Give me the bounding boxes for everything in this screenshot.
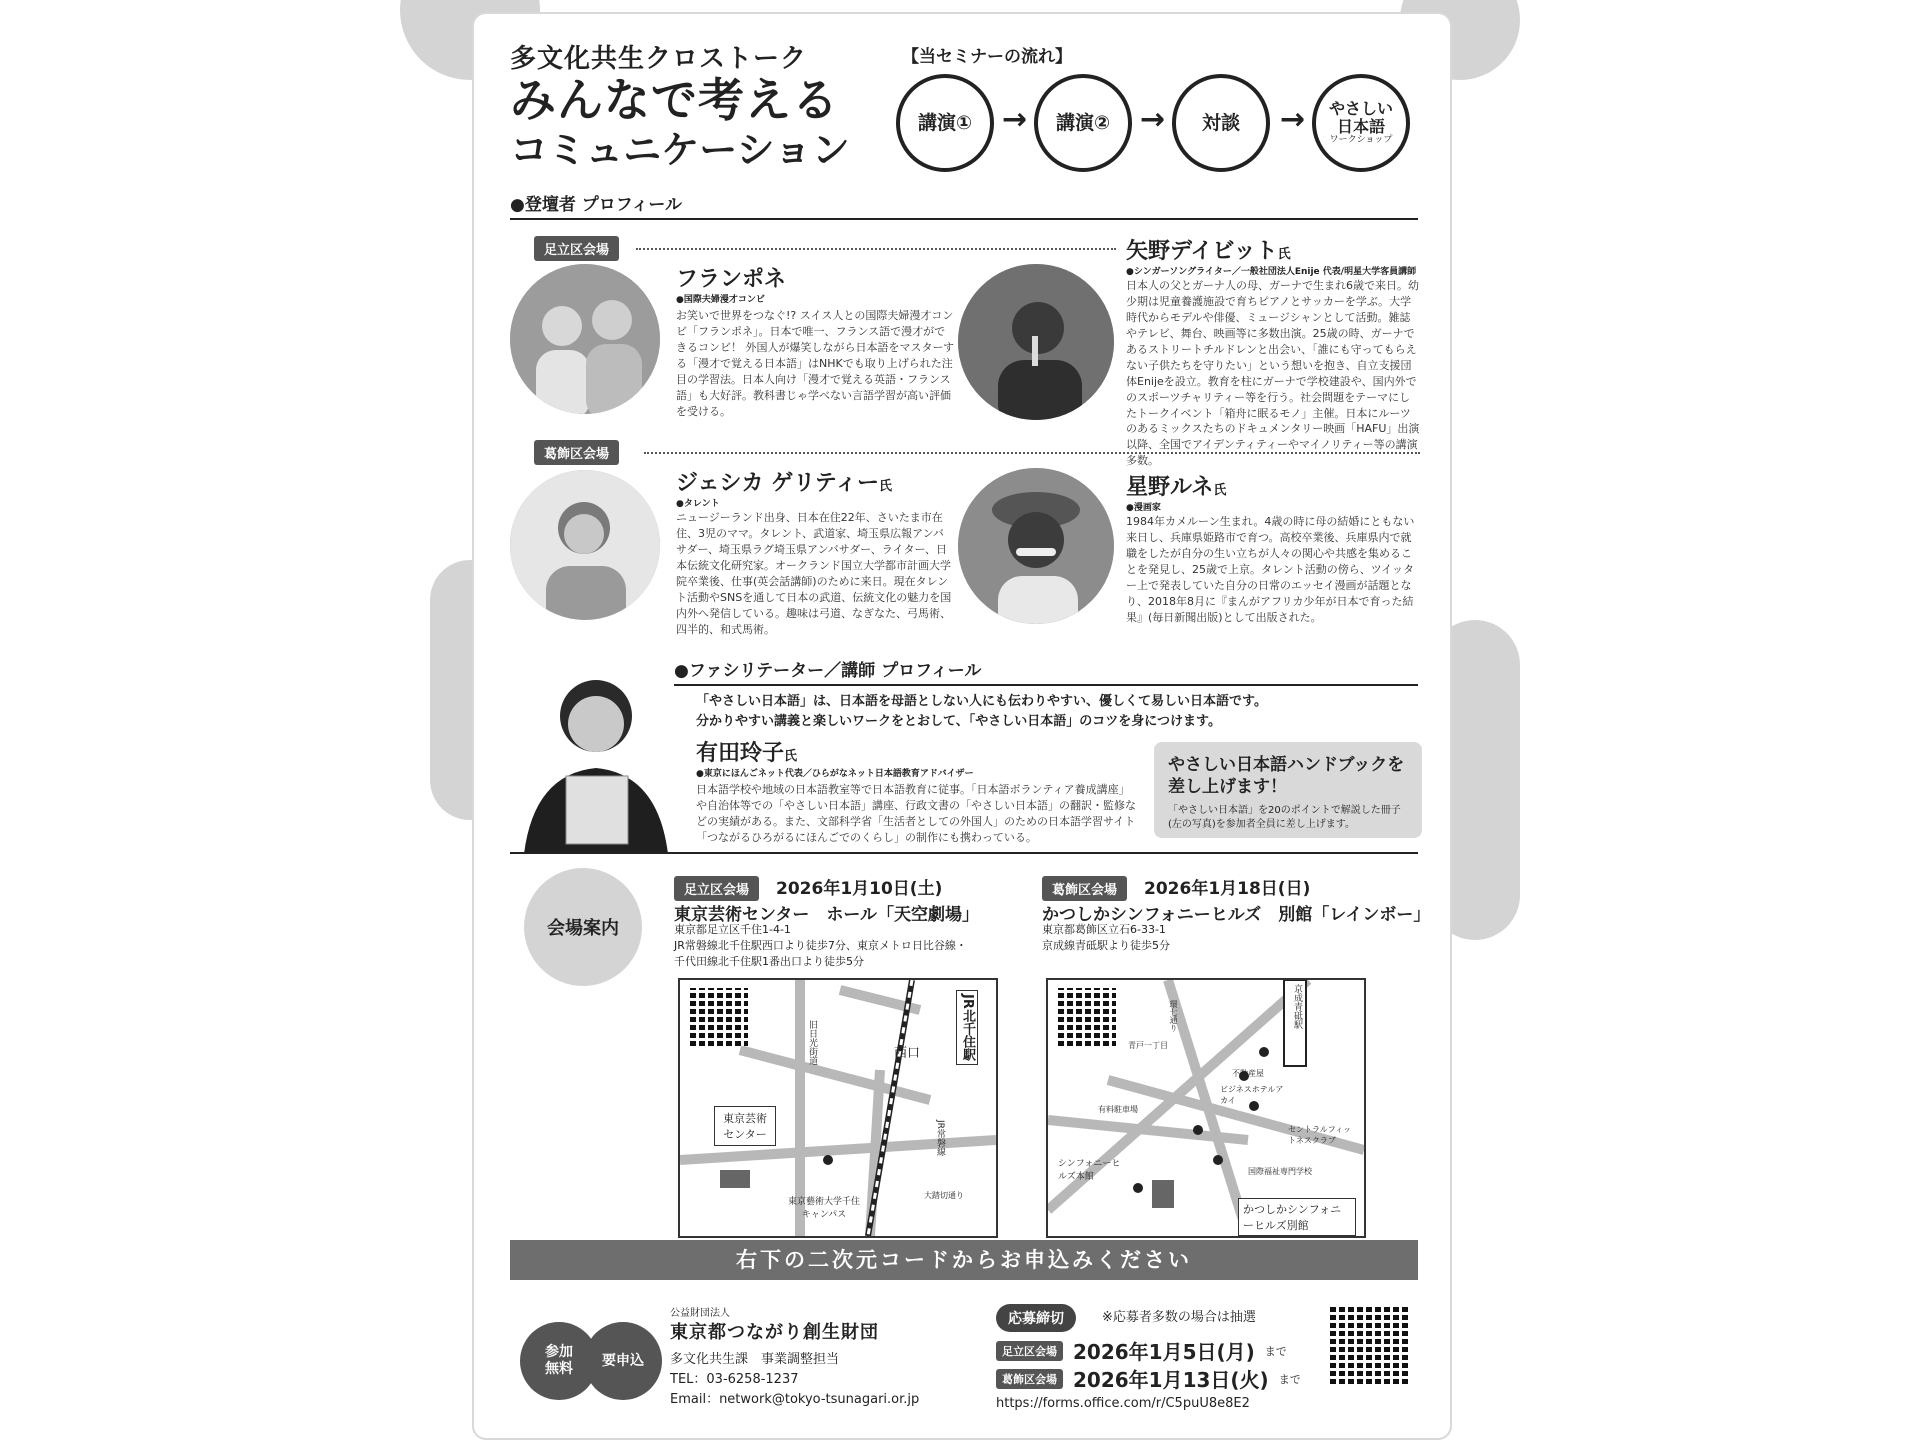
facilitator-lead: 分かりやすい講義と楽しいワークをとおして、「やさしい日本語」のコツを身につけます。 [696, 714, 1221, 729]
map-label-road: 青戸一丁目 [1128, 1041, 1168, 1050]
arrow-right-icon: → [1140, 102, 1166, 137]
map-label-station: JR北千住駅 [956, 990, 978, 1065]
dotted-divider [644, 452, 1420, 454]
speaker-name: フランポネ [676, 267, 787, 292]
flyer-page [472, 12, 1452, 1440]
deadline-row-katsushika: 葛飾区会場 2026年1月13日(火) まで [996, 1364, 1301, 1393]
map-label-station: 京成青砥駅 [1292, 984, 1302, 1029]
speakers-heading: ●登壇者 プロフィール [510, 195, 683, 215]
org-dept: 多文化共生課 事業調整担当 [670, 1352, 840, 1367]
map-label-parking: 有料駐車場 [1098, 1105, 1138, 1114]
facilitator-heading: ●ファシリテーター／講師 プロフィール [674, 661, 982, 681]
venue-name: 東京芸術センター ホール「天空劇場」 [674, 905, 979, 925]
map-label-main: シンフォニーヒルズ本館 [1058, 1159, 1121, 1182]
flow-label: 【当セミナーの流れ】 [902, 47, 1072, 67]
handbook-body: 「やさしい日本語」を20のポイントで解説した冊子(左の写真)を参加者全員に差し上げます。 [1168, 805, 1401, 831]
qr-code-icon[interactable] [1330, 1304, 1410, 1384]
divider [510, 218, 1418, 220]
flow-step-dialogue: 対談 [1172, 74, 1270, 172]
speaker-role: ●国際夫婦漫才コンビ [676, 295, 765, 305]
qr-code-icon [1058, 988, 1116, 1046]
person-icon [510, 264, 660, 414]
speaker-role: ●タレント [676, 499, 720, 509]
speaker-bio: 1984年カメルーン生まれ。4歳の時に母の結婚にともない来日し、兵庫県姫路市で育つ。高校卒業後、兵庫県内で就職をしたが自分の生い立ちが人々の関心や共感を集めることを発見し、25歳で上京。タレント活動の傍ら、ツイッター上で発表していた自分の日常のエッセイ漫画が話題となり、2018年8月に『まんがアフリカ少年が日本で育った結果』(毎日新聞出版)として出版された。 [1126, 515, 1415, 624]
apply-banner: 右下の二次元コードからお申込みください [510, 1240, 1418, 1280]
handbook-box [1154, 742, 1422, 838]
venue-address: 東京都葛飾区立石6-33-1 京成線青砥駅より徒歩5分 [1042, 923, 1170, 952]
handbook-title: やさしい日本語ハンドブックを差し上げます！ [1168, 755, 1405, 798]
map-label-hall: かつしかシンフォニーヒルズ別館 [1238, 1198, 1356, 1236]
map-label-line: JR常磐線 [935, 1120, 945, 1156]
org-email[interactable]: Email：network@tokyo-tsunagari.or.jp [670, 1392, 920, 1407]
speaker-photo-yano [958, 264, 1114, 420]
venue-date: 2026年1月18日(日) [1144, 879, 1311, 899]
speaker-name: ジェシカ ゲリティー氏 [676, 471, 893, 496]
map-katsushika [1046, 978, 1366, 1238]
org-tel: TEL：03-6258-1237 [670, 1372, 799, 1387]
free-badge: 参加無料 [520, 1322, 598, 1400]
person-icon [958, 468, 1114, 624]
venue-guide-bubble: 会場案内 [524, 868, 642, 986]
venue-name: かつしかシンフォニーヒルズ 別館「レインボー」 [1042, 905, 1431, 925]
map-label-center: 東京芸術センター [714, 1106, 776, 1146]
person-icon [514, 664, 674, 854]
speaker-bio: 日本人の父とガーナ人の母、ガーナで生まれ6歳で来日。幼少期は児童養護施設で育ちピアノとサッカーを学ぶ。大学時代からモデルや俳優、ミュージシャンとして活動。雑誌やテレビ、舞台、映画等に多数出演。25歳の時、ガーナであるストリートチルドレンと出会い、「誰にも守ってもらえない子供たちを守りたい」という想いを抱き、自立支援団体Enijeを設立。教育を柱にガーナで学校建設や、国内外でのスポーツチャリティー等を行う。社会問題をテーマにしたトークイベント「箱舟に眠るモノ」主催。日本にルーツのあるミックスたちのドキュメンタリー映画「HAFU」出演以降、全国でアイデンティティーやマイノリティー等の講演多数。 [1126, 279, 1420, 468]
org-name: 東京都つながり創生財団 [670, 1322, 879, 1343]
map-label-ave: 環七通り [1169, 1000, 1178, 1032]
speaker-bio: お笑いで世界をつなぐ!? スイス人との国際夫婦漫才コンビ「フランポネ」。日本で唯一、フランス語で漫才ができるコンビ！ 外国人が爆笑しながら日本語をマスターする「漫才で覚える日本語」はNHKでも取り上げられた注目の学習法。日本人向け「漫才で覚える英語・フランス語」も大好評。教科書じゃ学べない言語学習が高い評価を受ける。 [676, 309, 954, 418]
venue-address: 東京都足立区千住1-4-1 JR常磐線北千住駅西口より徒歩7分、東京メトロ日比谷線・ 千代田線北千住駅1番出口より徒歩5分 [674, 923, 967, 968]
speaker-bio: ニュージーランド出身、日本在住22年、さいたま市在住、3児のママ。タレント、武道家、埼玉県広報アンバサダー、埼玉県ラグ埼玉県アンバサダー、ライター、日本伝統文化研究家。オークランド国立大学都市計画大学院卒業後、仕事(英会話講師)のために来日。現在タレント活動やSNSを通して日本の武道、伝統文化の魅力を国内外へ発信している。趣味は弓道、なぎなた、弓馬術、四半的、和式馬術。 [676, 511, 952, 636]
divider [510, 852, 1418, 854]
venue-tag-adachi: 足立区会場 [534, 236, 619, 261]
divider [674, 684, 1418, 686]
application-url[interactable]: https://forms.office.com/r/C5puU8e8E2 [996, 1396, 1250, 1411]
map-label-realty: 不動産屋 [1232, 1069, 1264, 1078]
speaker-photo-hoshino [958, 468, 1114, 624]
org-type: 公益財団法人 [670, 1308, 730, 1319]
venue-tag-katsushika: 葛飾区会場 [1042, 876, 1127, 901]
main-title: みんなで考える [510, 73, 839, 127]
person-icon [958, 264, 1114, 420]
map-adachi [678, 978, 998, 1238]
arrow-right-icon: → [1280, 102, 1306, 137]
map-label-street: 大踏切通り [924, 1191, 964, 1200]
map-label-gym: セントラルフィットネスクラブ [1288, 1125, 1352, 1145]
venue-tag-katsushika: 葛飾区会場 [534, 440, 619, 465]
speaker-name: 矢野デイビット氏 [1126, 239, 1291, 264]
venue-tag-adachi: 足立区会場 [674, 876, 759, 901]
facilitator-name: 有田玲子氏 [696, 741, 798, 766]
speaker-photo-franpone [510, 264, 660, 414]
registration-badge: 要申込 [584, 1322, 662, 1400]
flow-step-lecture-2: 講演② [1034, 74, 1132, 172]
speaker-role: ●漫画家 [1126, 503, 1161, 513]
facilitator-photo [514, 664, 674, 854]
deadline-note: ※応募者多数の場合は抽選 [1102, 1310, 1256, 1325]
dotted-divider [636, 248, 1116, 250]
kicker-title: 多文化共生クロストーク [510, 44, 808, 74]
flow-step-workshop: やさしい日本語 ワークショップ [1312, 74, 1410, 172]
qr-code-icon [690, 988, 748, 1046]
speaker-name: 星野ルネ氏 [1126, 475, 1227, 500]
deadline-row-adachi: 足立区会場 2026年1月5日(月) まで [996, 1336, 1287, 1365]
facilitator-lead: 「やさしい日本語」は、日本語を母語としない人にも伝わりやすい、優しくて易しい日本語です。 [696, 694, 1267, 709]
facilitator-bio: 日本語学校や地域の日本語教室等で日本語教育に従事。「日本語ボランティア養成講座」や自治体等での「やさしい日本語」講座、行政文書の「やさしい日本語」の翻訳・監修などの実績がある。また、文部科学省「生活者としての外国人」のための日本語学習サイト「つながるひろがるにほんごでのくらし」の制作にも携わっている。 [696, 783, 1136, 844]
map-label-hotel: ビジネスホテルアカイ [1220, 1085, 1284, 1105]
main-title-line2: コミュニケーション [510, 128, 850, 172]
speaker-photo-jessica [510, 470, 660, 620]
map-label-school: 国際福祉専門学校 [1248, 1167, 1312, 1176]
map-label-campus: 東京藝術大学千住キャンパス [787, 1197, 860, 1220]
arrow-right-icon: → [1002, 102, 1028, 137]
map-label-road: 旧日光街道 [807, 1020, 817, 1065]
venue-date: 2026年1月10日(土) [776, 879, 943, 899]
deadline-label: 応募締切 [996, 1304, 1076, 1332]
facilitator-role: ●東京にほんごネット代表／ひらがなネット日本語教育アドバイザー [696, 769, 974, 779]
flow-step-lecture-1: 講演① [896, 74, 994, 172]
speaker-role: ●シンガーソングライター／一般社団法人Enije 代表/明星大学客員講師 [1126, 267, 1417, 277]
map-label-west-exit: 西口 [894, 1046, 921, 1061]
person-icon [510, 470, 660, 620]
